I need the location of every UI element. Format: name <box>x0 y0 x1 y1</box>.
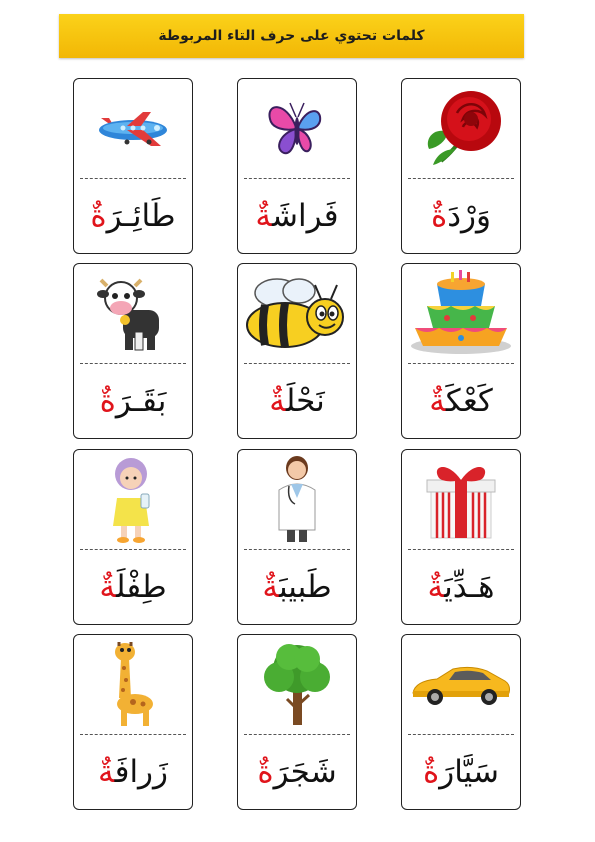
word-label: كَعْكَةٌ <box>429 383 493 419</box>
card-divider <box>408 363 514 364</box>
butterfly-icon <box>262 93 332 163</box>
card-divider <box>80 363 186 364</box>
tree-icon <box>257 639 337 729</box>
card-divider <box>244 363 350 364</box>
taa-marbuta: ةٌ <box>427 569 445 605</box>
word-card-bee <box>237 263 357 439</box>
word-label: بَقَـرَةٌ <box>99 383 167 419</box>
taa-marbuta: ةٌ <box>423 754 440 790</box>
word-label: طَبيبَةٌ <box>262 569 332 605</box>
word-label: فَراشَةٌ <box>255 198 339 234</box>
card-divider <box>408 734 514 735</box>
car-icon <box>409 659 513 709</box>
airplane-icon <box>91 98 175 158</box>
word-label: شَجَرَةٌ <box>257 754 337 790</box>
card-divider <box>80 178 186 179</box>
gift-icon <box>421 456 501 542</box>
word-label: زَرافَةٌ <box>98 754 168 790</box>
giraffe-icon <box>103 638 163 730</box>
card-divider <box>408 178 514 179</box>
word-label: وَرْدَةٌ <box>431 198 491 234</box>
word-card-girl <box>73 449 193 625</box>
cow-icon <box>93 270 173 356</box>
word-label: نَحْلَةٌ <box>269 383 325 419</box>
taa-marbuta: ةٌ <box>429 383 446 419</box>
card-divider <box>408 549 514 550</box>
taa-marbuta: ةٌ <box>99 569 116 605</box>
taa-marbuta: ةٌ <box>262 569 279 605</box>
taa-marbuta: ةٌ <box>431 198 448 234</box>
word-label: طِفْلَةٌ <box>99 569 167 605</box>
word-card-cow <box>73 263 193 439</box>
word-card-gift <box>401 449 521 625</box>
taa-marbuta: ةٌ <box>90 198 107 234</box>
card-divider <box>244 734 350 735</box>
taa-marbuta: ةٌ <box>98 754 115 790</box>
card-divider <box>80 549 186 550</box>
word-label: طَائِـرَةٌ <box>90 198 176 234</box>
word-label: سَيَّارَةٌ <box>423 754 499 790</box>
word-label: هَـدِّيَةٌ <box>427 569 495 605</box>
cake-icon <box>407 270 515 356</box>
card-divider <box>80 734 186 735</box>
word-card-airplane <box>73 78 193 254</box>
doctor-icon <box>267 454 327 544</box>
taa-marbuta: ةٌ <box>99 383 116 419</box>
taa-marbuta: ةٌ <box>269 383 286 419</box>
word-card-butterfly <box>237 78 357 254</box>
word-card-car <box>401 634 521 810</box>
taa-marbuta: ةٌ <box>257 754 274 790</box>
title-banner <box>59 14 524 58</box>
girl-icon <box>103 454 163 544</box>
word-card-giraffe <box>73 634 193 810</box>
word-card-rose <box>401 78 521 254</box>
word-card-tree <box>237 634 357 810</box>
rose-icon <box>411 83 511 173</box>
taa-marbuta: ةٌ <box>255 198 273 234</box>
bee-icon <box>241 271 353 355</box>
word-card-cake <box>401 263 521 439</box>
card-divider <box>244 178 350 179</box>
page-title: كلمات تحتوي على حرف التاء المربوطة <box>158 28 425 44</box>
word-card-doctor <box>237 449 357 625</box>
card-divider <box>244 549 350 550</box>
